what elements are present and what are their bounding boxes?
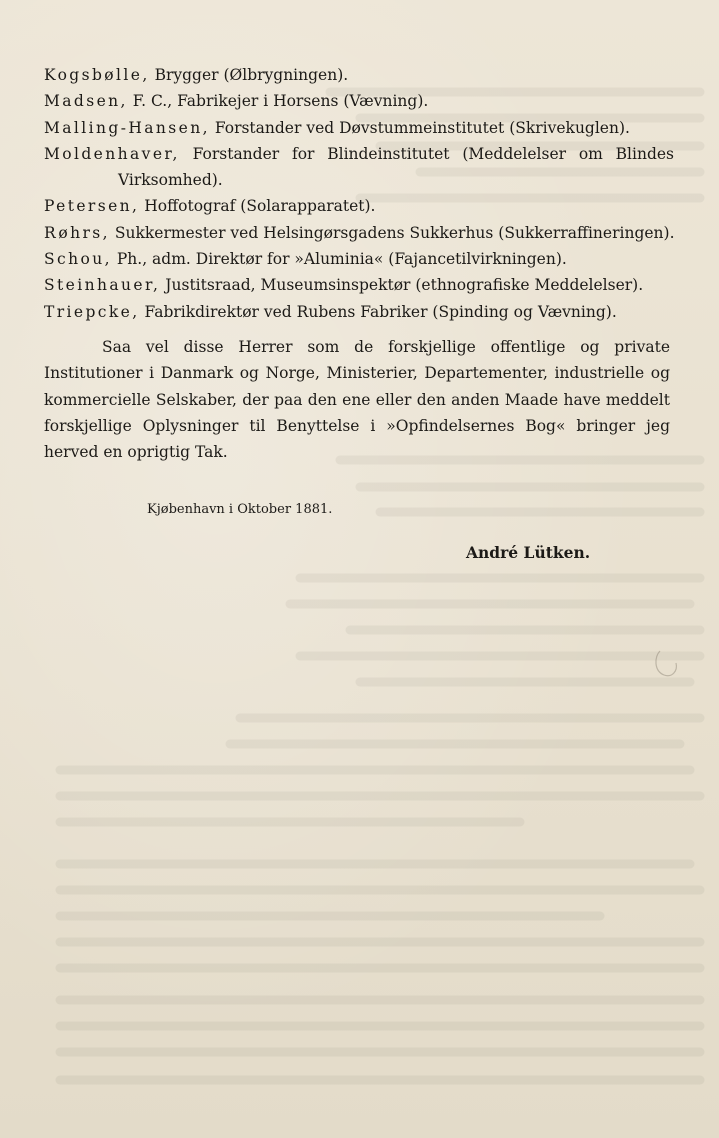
contributor-description: Brygger (Ølbrygningen). [149,66,349,84]
contributor-name: Kogsbølle, [44,66,150,84]
contributor-entry [44,299,674,325]
contributor-name: Triepcke, [44,302,140,321]
contributor-name: Malling-Hansen, [44,118,210,137]
contributor-entry [44,193,674,219]
contributor-description: Fabrikdirektør ved Rubens Fabriker (Spinding og Vævning). [139,302,617,321]
contributor-name: Røhrs, [44,223,110,242]
contributor-entry [44,272,674,298]
contributor-description: Ph., adm. Direktør for »Aluminia« (Fajancetilvirkningen). [111,250,567,269]
contributor-entry [44,62,674,88]
contributor-entry [44,220,674,246]
acknowledgement-paragraph: Saa vel disse Herrer som de forskjellige offentlige og private Institutioner i Danmark og Norge, Ministerier, Departementer, industrielle og kommercielle Selskaber, der paa den ene eller den anden Maade have meddelt forskjellige Oplysninger til Benyttelse i »Opfindelsernes Bog« bringer jeg herved en oprigtig Tak. [44,338,670,462]
contributor-entry [44,88,674,114]
contributor-description: Forstander for Blindeinstitutet (Meddelelser om Blindes Virksomhed). [118,144,674,190]
contributor-name: Schou, [44,250,112,269]
contributor-description: F. C., Fabrikejer i Horsens (Vævning). [127,92,429,111]
contributor-entry [44,246,674,272]
contributor-description: Justitsraad, Museumsinspektør (ethnografiske Meddelelser). [160,276,644,295]
contributor-entry [44,115,674,141]
contributor-description: Forstander ved Døvstummeinstitutet (Skrivekuglen). [209,118,630,137]
contributor-name: Petersen, [44,197,140,216]
contributor-description: Sukkermester ved Helsingørsgadens Sukkerhus (Sukkerraffineringen). [109,223,675,242]
contributor-list [44,62,674,325]
page-stain-mark [652,645,682,681]
author-signature: André Lütken. [466,543,591,562]
contributor-name: Madsen, [44,92,128,111]
contributor-entry [44,141,674,194]
contributor-name: Moldenhaver, [44,144,180,163]
contributor-name: Steinhauer, [44,276,161,295]
place-date: Kjøbenhavn i Oktober 1881. [147,502,333,517]
contributor-description: Hoffotograf (Solarapparatet). [139,197,376,216]
